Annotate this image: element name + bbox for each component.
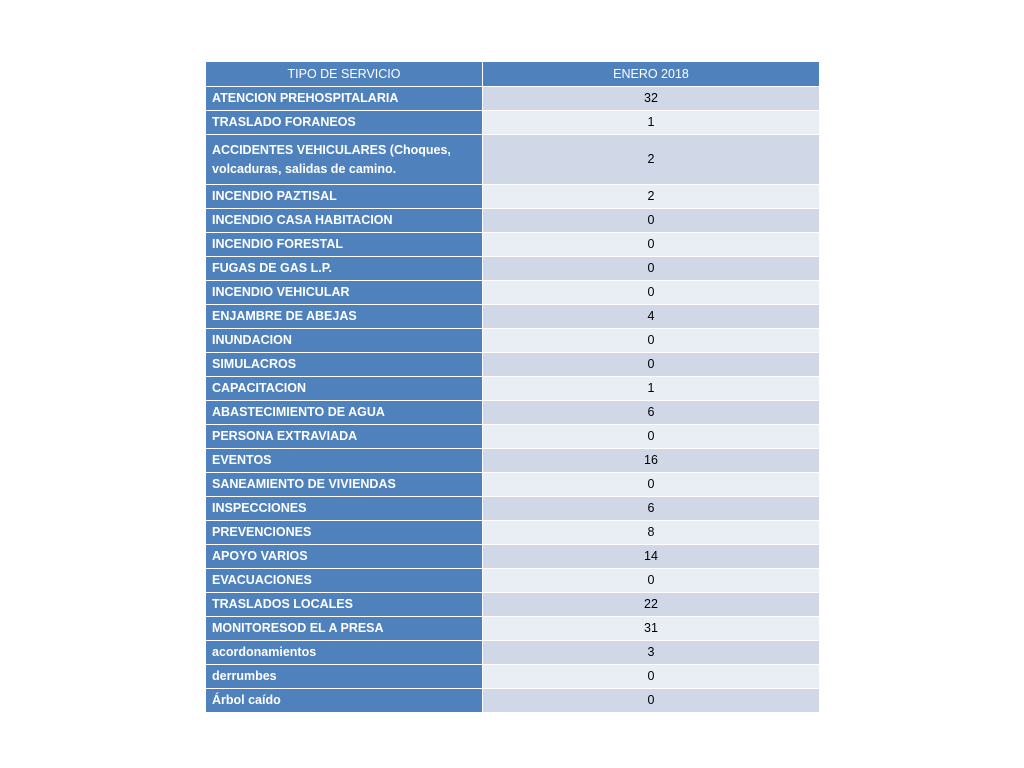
service-type-cell: MONITORESOD EL A PRESA xyxy=(206,617,483,641)
table-row xyxy=(206,473,820,497)
service-type-cell: TRASLADO FORANEOS xyxy=(206,111,483,135)
table-row xyxy=(206,135,820,185)
service-type-cell: ABASTECIMIENTO DE AGUA xyxy=(206,401,483,425)
table-row xyxy=(206,449,820,473)
service-type-cell: SANEAMIENTO DE VIVIENDAS xyxy=(206,473,483,497)
service-count-cell: 4 xyxy=(483,305,820,329)
service-type-cell: INCENDIO PAZTISAL xyxy=(206,185,483,209)
service-count-cell: 3 xyxy=(483,641,820,665)
service-count-cell: 6 xyxy=(483,401,820,425)
service-type-cell: derrumbes xyxy=(206,665,483,689)
service-count-cell: 1 xyxy=(483,377,820,401)
table-row xyxy=(206,689,820,713)
table-row xyxy=(206,569,820,593)
table-row xyxy=(206,545,820,569)
service-count-cell: 22 xyxy=(483,593,820,617)
service-type-cell: INUNDACION xyxy=(206,329,483,353)
table-row xyxy=(206,87,820,111)
table-row xyxy=(206,111,820,135)
service-type-cell: ATENCION PREHOSPITALARIA xyxy=(206,87,483,111)
service-count-cell: 0 xyxy=(483,233,820,257)
service-count-cell: 0 xyxy=(483,257,820,281)
service-type-cell: PREVENCIONES xyxy=(206,521,483,545)
service-type-cell: INCENDIO CASA HABITACION xyxy=(206,209,483,233)
service-count-cell: 2 xyxy=(483,185,820,209)
service-type-cell: FUGAS DE GAS L.P. xyxy=(206,257,483,281)
service-count-cell: 0 xyxy=(483,665,820,689)
table-row xyxy=(206,521,820,545)
table-row xyxy=(206,641,820,665)
table-row xyxy=(206,401,820,425)
service-count-cell: 8 xyxy=(483,521,820,545)
service-type-cell: acordonamientos xyxy=(206,641,483,665)
service-count-cell: 0 xyxy=(483,353,820,377)
service-count-cell: 0 xyxy=(483,209,820,233)
service-count-cell: 0 xyxy=(483,473,820,497)
service-type-cell: CAPACITACION xyxy=(206,377,483,401)
service-count-cell: 0 xyxy=(483,329,820,353)
service-count-cell: 32 xyxy=(483,87,820,111)
service-count-cell: 6 xyxy=(483,497,820,521)
service-type-cell: EVENTOS xyxy=(206,449,483,473)
service-count-cell: 0 xyxy=(483,281,820,305)
service-count-cell: 1 xyxy=(483,111,820,135)
service-count-cell: 0 xyxy=(483,689,820,713)
header-service-type: TIPO DE SERVICIO xyxy=(206,62,483,87)
table-row xyxy=(206,185,820,209)
service-count-cell: 14 xyxy=(483,545,820,569)
service-count-cell: 16 xyxy=(483,449,820,473)
service-count-cell: 31 xyxy=(483,617,820,641)
service-count-cell: 0 xyxy=(483,425,820,449)
table-row xyxy=(206,305,820,329)
service-type-cell: INSPECCIONES xyxy=(206,497,483,521)
service-type-cell: ENJAMBRE DE ABEJAS xyxy=(206,305,483,329)
table-row xyxy=(206,665,820,689)
table-row xyxy=(206,329,820,353)
service-type-cell: Árbol caído xyxy=(206,689,483,713)
header-month: ENERO 2018 xyxy=(483,62,820,87)
table-row xyxy=(206,257,820,281)
service-type-cell: EVACUACIONES xyxy=(206,569,483,593)
service-type-cell: INCENDIO VEHICULAR xyxy=(206,281,483,305)
service-type-cell: SIMULACROS xyxy=(206,353,483,377)
table-row xyxy=(206,281,820,305)
service-count-cell: 0 xyxy=(483,569,820,593)
services-table xyxy=(205,61,820,713)
header-row xyxy=(206,62,820,87)
table-body xyxy=(206,87,820,713)
table-row xyxy=(206,233,820,257)
table-row xyxy=(206,377,820,401)
service-type-cell: APOYO VARIOS xyxy=(206,545,483,569)
table-row xyxy=(206,353,820,377)
service-type-cell: ACCIDENTES VEHICULARES (Choques, volcaduras, salidas de camino. xyxy=(206,135,483,185)
table-row xyxy=(206,209,820,233)
service-type-cell: PERSONA EXTRAVIADA xyxy=(206,425,483,449)
table-row xyxy=(206,425,820,449)
table-row xyxy=(206,617,820,641)
service-count-cell: 2 xyxy=(483,135,820,185)
table-row xyxy=(206,593,820,617)
service-type-cell: INCENDIO FORESTAL xyxy=(206,233,483,257)
service-type-cell: TRASLADOS LOCALES xyxy=(206,593,483,617)
table-row xyxy=(206,497,820,521)
